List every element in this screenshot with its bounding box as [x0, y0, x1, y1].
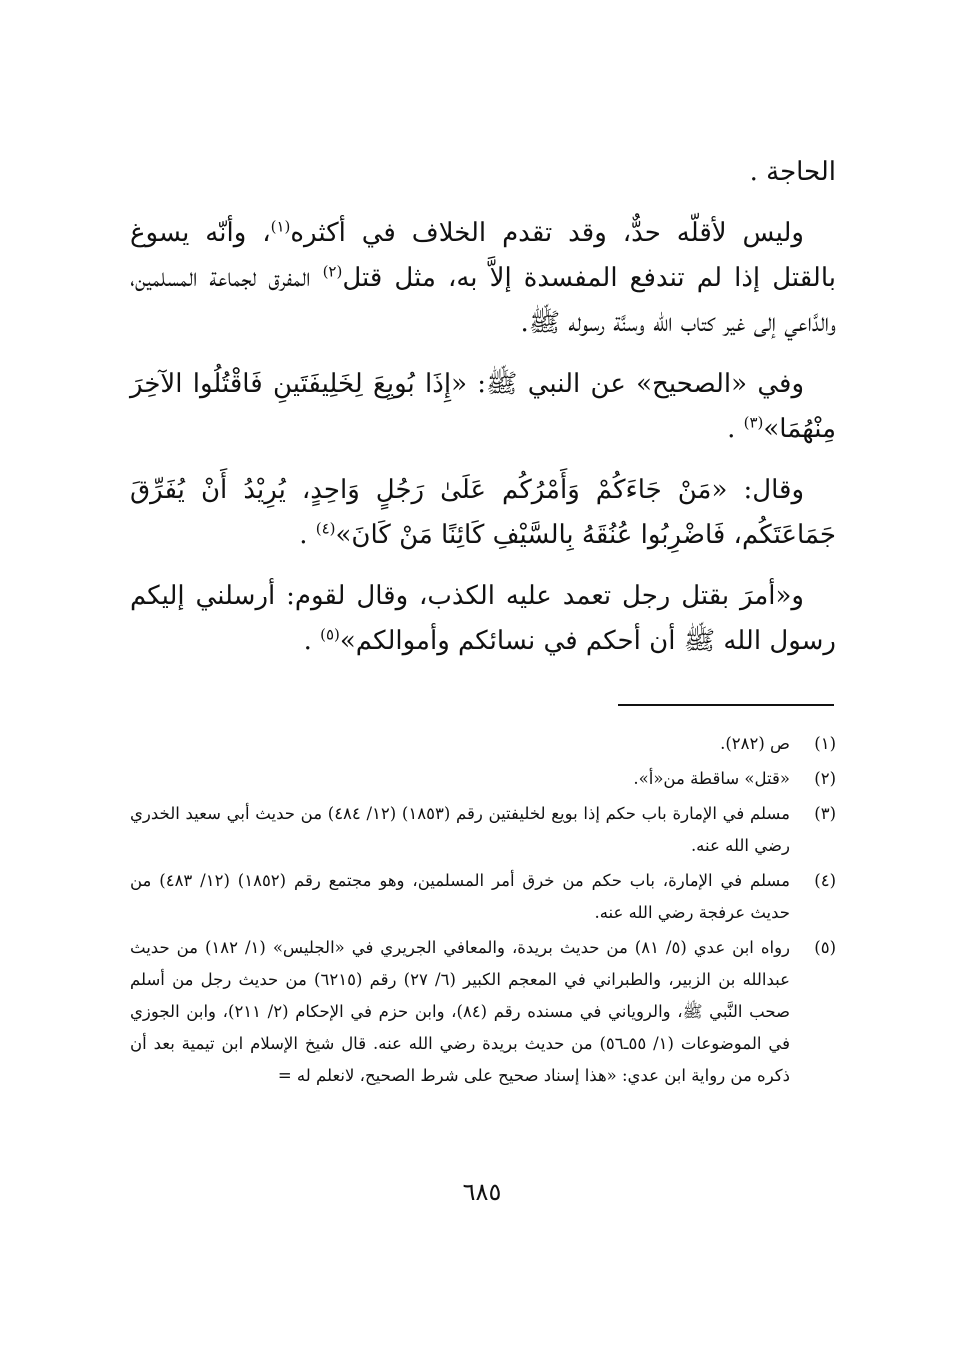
paragraph-4: و«أمرَ بقتل رجل تعمد عليه الكذب، وقال لقوم: أرسلني إليكم رسول الله ﷺ أن أحكم في نسائكم وأموالكم»$^{(٥)}$ . [130, 581, 836, 656]
footnote-2 [130, 763, 836, 795]
footnote-ref-2: (٢) [322, 262, 343, 281]
paragraph-1: وليس لأقلّه حدٌّ، وقد تقدم الخلاف في أكثره$^{(١)}$، وأنّه يسوغ بالقتل إذا لم تندفع المفسدة إلاَّ به، مثل قتل$^{(٢)}$ المفرق لجماعة المسلمين، والدَّاعي إلى غير كتاب الله وسنَّة رسوله ﷺ. [130, 217, 836, 338]
footnote-number: (٢) [814, 769, 836, 788]
footnote-1 [130, 728, 836, 760]
paragraph-2: وفي «الصحيح» عن النبي ﷺ: «إِذَا بُويِعَ لِخَلِيفَتَينِ فَاقْتُلُوا الآخِرَ مِنْهُمَا»$^{(٣)}$ . [130, 369, 836, 444]
footnote-number: (٥) [814, 938, 836, 957]
footnote-ref-1: (١) [270, 217, 291, 236]
footnote-text: مسلم في الإمارة، باب حكم من خرق أمر المسلمين، وهو مجتمع رقم (١٨٥٢) (١٢/ ٤٨٣) من حديث عرفجة رضي الله عنه. [130, 871, 790, 922]
footnote-number: (١) [814, 734, 836, 753]
footnote-text: مسلم في الإمارة باب حكم إذا بويع لخليفتين رقم (١٨٥٣) (١٢/ ٤٨٤) من حديث أبي سعيد الخدري رضي الله عنه. [130, 804, 790, 855]
footnote-number: (٣) [814, 804, 836, 823]
footnote-ref-5: (٥) [320, 625, 340, 644]
footnote-ref-3: (٣) [743, 413, 764, 432]
footnote-ref-4: (٤) [315, 519, 336, 538]
footnote-5 [130, 932, 836, 1092]
footnote-3 [130, 798, 836, 862]
footnotes [130, 728, 836, 1095]
footnote-4 [130, 865, 836, 929]
footnote-number: (٤) [814, 871, 836, 890]
top-word: الحاجة . [749, 157, 836, 187]
footnote-text: رواه ابن عدي (٥/ ٨١) من حديث بريدة، والمعافي الجريري في «الجليس» (١/ ١٨٢) من حديث عبدالله بن الزبير، والطبراني في المعجم الكبير (٦/ ٢٧) رقم (٦٢١٥) من حديث رجل من أسلم صحب النَّبي ﷺ، والروياني في مسنده رقم (٨٤)، وابن حزم في الإحكام (٢/ ٢١١)، وابن الجوزي في الموضوعات (١/ ٥٥ـ٥٦) من حديث بريدة رضي الله عنه. قال شيخ الإسلام ابن تيمية بعد أن ذكره من رواية ابن عدي: «هذا إسناد صحيح على شرط الصحيح، لانعلم له = [130, 938, 791, 1085]
paragraph-3: وقال: «مَنْ جَاءَكُمْ وَأَمْرُكُم عَلَىٰ رَجُلٍ وَاحِدٍ، يُرِيْدُ أَنْ يُفَرِّقَ جَمَاعَتَكُم، فَاضْرِبُوا عُنُقَهُ بِالسَّيْفِ كَائِنًا مَنْ كَانَ»$^{(٤)}$ . [130, 475, 836, 550]
page-number: ٦٨٥ [462, 1178, 502, 1206]
footnote-text: ص (٢٨٢). [720, 734, 790, 753]
footnote-text: «قتل» ساقطة من«أ». [633, 769, 790, 788]
main-text [130, 150, 836, 680]
footnote-divider [618, 704, 834, 706]
